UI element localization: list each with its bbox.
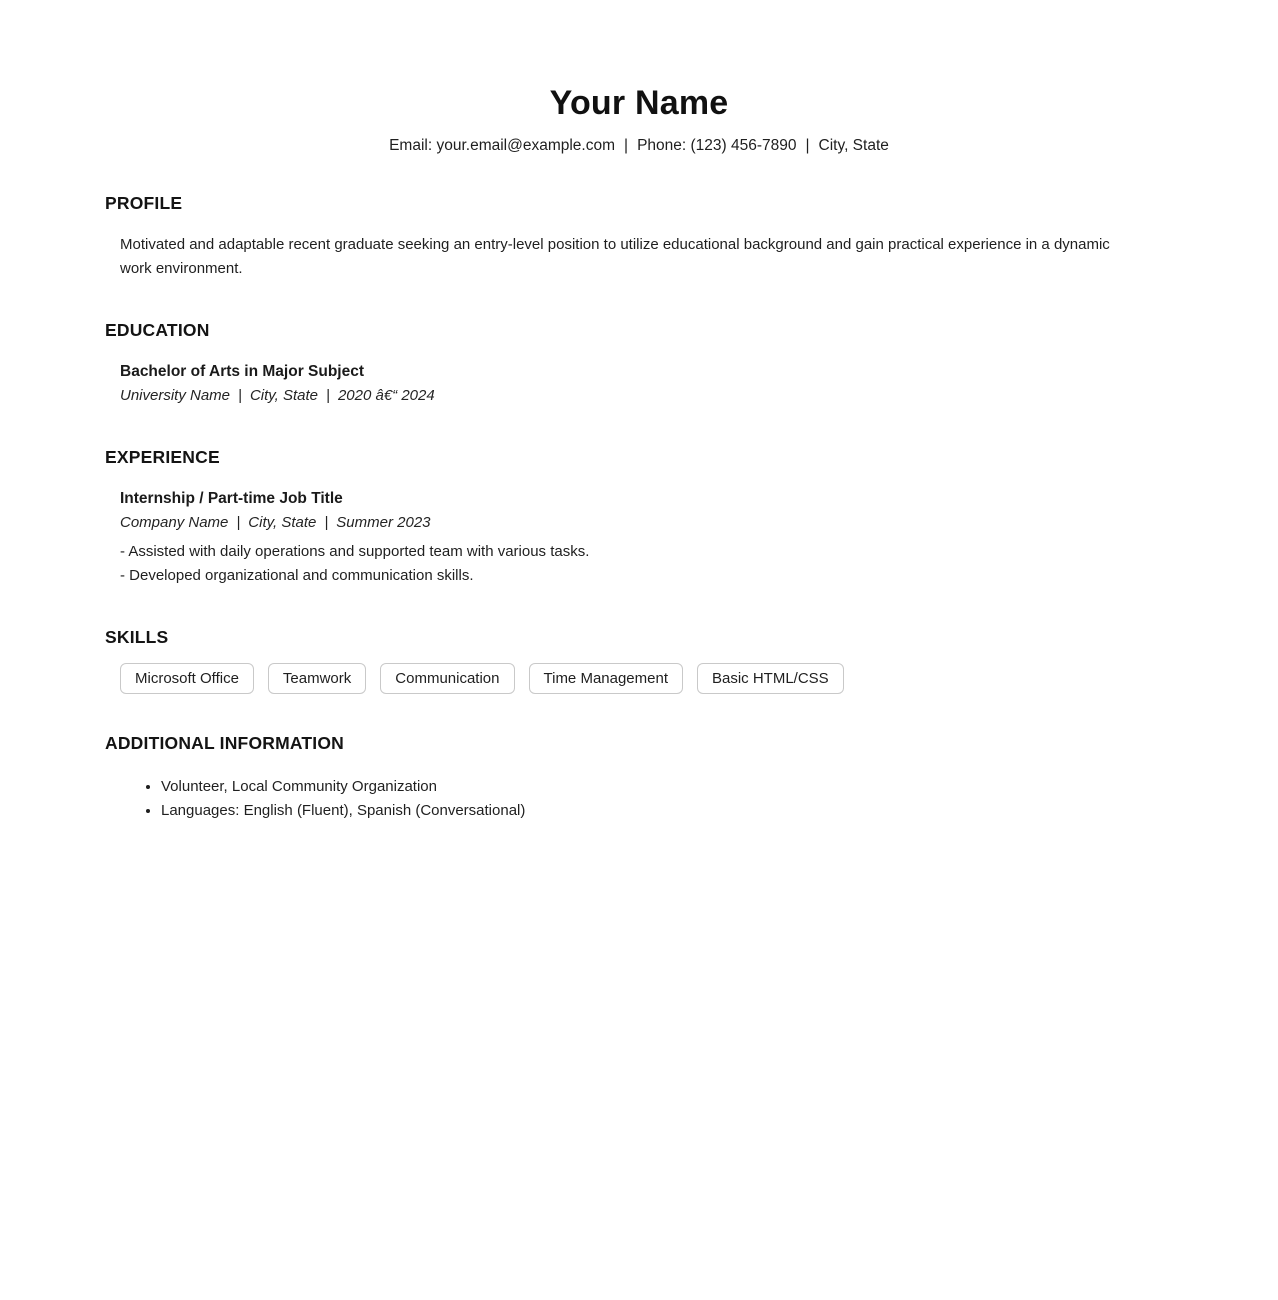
section-education bbox=[105, 319, 1173, 408]
skill-chip: Microsoft Office bbox=[120, 663, 254, 694]
section-profile bbox=[105, 192, 1173, 281]
experience-company: Company Name bbox=[120, 514, 229, 531]
education-meta bbox=[120, 384, 1173, 408]
experience-job-title: Internship / Part-time Job Title bbox=[120, 490, 343, 507]
section-additional-information bbox=[105, 732, 1173, 823]
skill-chip: Communication bbox=[380, 663, 514, 694]
skills-chip-list bbox=[120, 663, 1173, 694]
contact-separator: | bbox=[624, 137, 629, 154]
meta-separator: | bbox=[326, 387, 330, 404]
list-item: • Volunteer, Local Community Organization bbox=[161, 775, 1173, 799]
section-experience bbox=[105, 446, 1173, 588]
profile-summary: Motivated and adaptable recent graduate seeking an entry-level position to utilize educational background and gain practical experience in a dynamic work environment. bbox=[120, 236, 1110, 277]
section-skills bbox=[105, 626, 1173, 694]
additional-information-heading: ADDITIONAL INFORMATION bbox=[105, 733, 345, 753]
resume-name: Your Name bbox=[549, 84, 729, 122]
experience-heading: EXPERIENCE bbox=[105, 447, 220, 467]
education-heading: EDUCATION bbox=[105, 320, 210, 340]
education-institution: University Name bbox=[120, 387, 231, 404]
meta-separator: | bbox=[238, 387, 242, 404]
skill-chip: Teamwork bbox=[268, 663, 366, 694]
experience-bullet: - Assisted with daily operations and supported team with various tasks. bbox=[120, 543, 590, 560]
skill-chip: Time Management bbox=[529, 663, 684, 694]
list-item: • Languages: English (Fluent), Spanish (Conversational) bbox=[161, 799, 1173, 823]
profile-heading: PROFILE bbox=[105, 193, 183, 213]
experience-entry bbox=[120, 487, 1173, 588]
education-degree: Bachelor of Arts in Major Subject bbox=[120, 363, 365, 380]
skills-heading: SKILLS bbox=[105, 627, 169, 647]
contact-phone: Phone: (123) 456-7890 bbox=[637, 137, 797, 154]
experience-dates: Summer 2023 bbox=[336, 514, 431, 531]
contact-line bbox=[105, 135, 1173, 156]
additional-information-list bbox=[105, 775, 1173, 823]
experience-bullets bbox=[120, 540, 1173, 588]
meta-separator: | bbox=[236, 514, 241, 531]
education-dates: 2020 â€“ 2024 bbox=[337, 387, 435, 404]
experience-meta bbox=[120, 511, 1173, 535]
resume-document bbox=[105, 0, 1173, 823]
education-location: City, State bbox=[249, 387, 319, 404]
education-entry bbox=[120, 360, 1173, 408]
experience-location: City, State bbox=[248, 514, 317, 531]
experience-bullet: - Developed organizational and communication skills. bbox=[120, 567, 474, 584]
skill-chip: Basic HTML/CSS bbox=[697, 663, 844, 694]
contact-email: Email: your.email@example.com bbox=[389, 137, 616, 154]
meta-separator: | bbox=[324, 514, 329, 531]
contact-location: City, State bbox=[818, 137, 889, 154]
contact-separator: | bbox=[805, 137, 810, 154]
